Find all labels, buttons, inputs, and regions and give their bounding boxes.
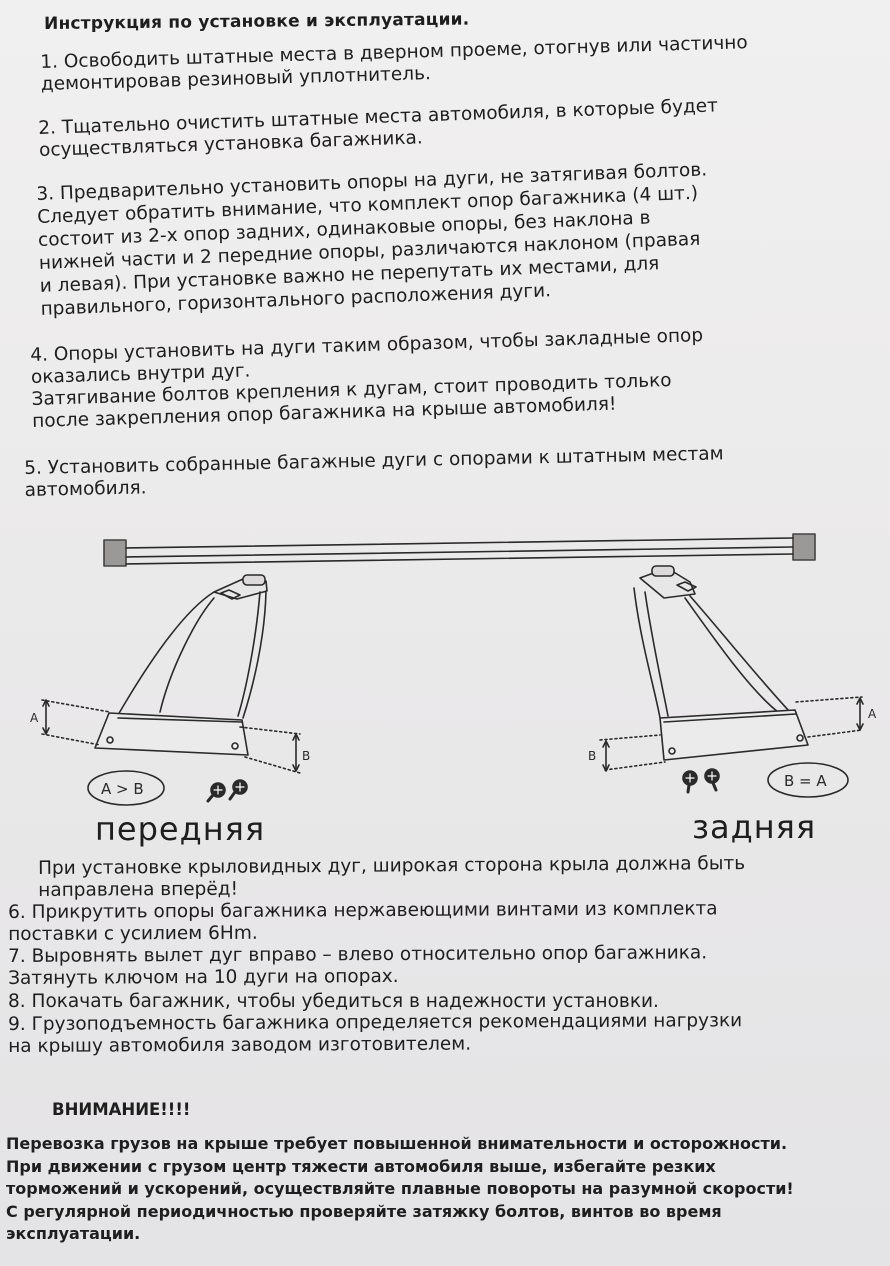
page-title: Инструкция по установке и эксплуатации.: [44, 9, 470, 34]
rear-dim-a-label: A: [868, 707, 877, 721]
step-3: 3. Предварительно установить опоры на дуги, не затягивая болтов. Следует обратить внимание, что комплект опор багажника (4 шт.) состоит из 2-х опор задних, одинаковые опоры, без наклона в нижней части и 2 передние опоры, различаются наклоном (правая и левая). При установке важно не перепутать их местами, для правильного, горизонтального расположения дуги.: [36, 159, 708, 320]
rear-support-label: задняя: [692, 808, 817, 846]
step-9: 9. Грузоподъемность багажника определяется рекомендациями нагрузки на крышу автомобиля заводом изготовителем.: [8, 1010, 743, 1057]
rear-screws-icon: [683, 769, 719, 792]
front-relation-label: A > B: [101, 780, 144, 798]
step-4: 4. Опоры установить на дуги таким образом, чтобы закладные опор оказались внутри дуг. Затягивание болтов крепления к дугам, стоит проводить только после закрепления опор багажника на крыше автомобиля!: [30, 325, 704, 432]
rear-dim-b-label: B: [588, 749, 597, 763]
front-dim-b-label: B: [302, 749, 311, 763]
front-support-illustration: [42, 575, 300, 805]
step-6: 6. Прикрутить опоры багажника нержавеющими винтами из комплекта поставки с усилием 6Hm.: [8, 898, 718, 945]
crossbar-illustration: [104, 534, 815, 566]
wing-bar-note: При установке крыловидных дуг, широкая сторона крыла должна быть направлена вперёд!: [38, 853, 746, 901]
step-7: 7. Выровнять вылет дуг вправо – влево относительно опор багажника. Затянуть ключом на 10 дуги на опорах.: [8, 942, 708, 989]
step-5: 5. Установить собранные багажные дуги с опорами к штатным местам автомобиля.: [24, 443, 724, 501]
front-screws-icon: [208, 780, 247, 801]
warning-title: ВНИМАНИЕ!!!!: [52, 1100, 191, 1119]
step-8: 8. Покачать багажник, чтобы убедиться в надежности установки.: [8, 991, 659, 1012]
step-1: 1. Освободить штатные места в дверном проеме, отогнув или частично демонтировав резиновый уплотнитель.: [40, 32, 748, 95]
front-support-label: передняя: [95, 810, 266, 848]
rear-relation-label: B = A: [784, 772, 827, 790]
rear-support-illustration: [600, 566, 863, 797]
warning-text: Перевозка грузов на крыше требует повышенной внимательности и осторожности. При движении с грузом центр тяжести автомобиля выше, избегайте резких торможений и ускорений, осуществляйте плавные повороты на разумной скорости! С регулярной периодичностью проверяйте затяжку болтов, винтов во время эксплуатации.: [6, 1134, 794, 1243]
step-2: 2. Тщательно очистить штатные места автомобиля, в которые будет осуществляться установка багажника.: [38, 95, 719, 161]
front-dim-a-label: A: [30, 711, 39, 725]
